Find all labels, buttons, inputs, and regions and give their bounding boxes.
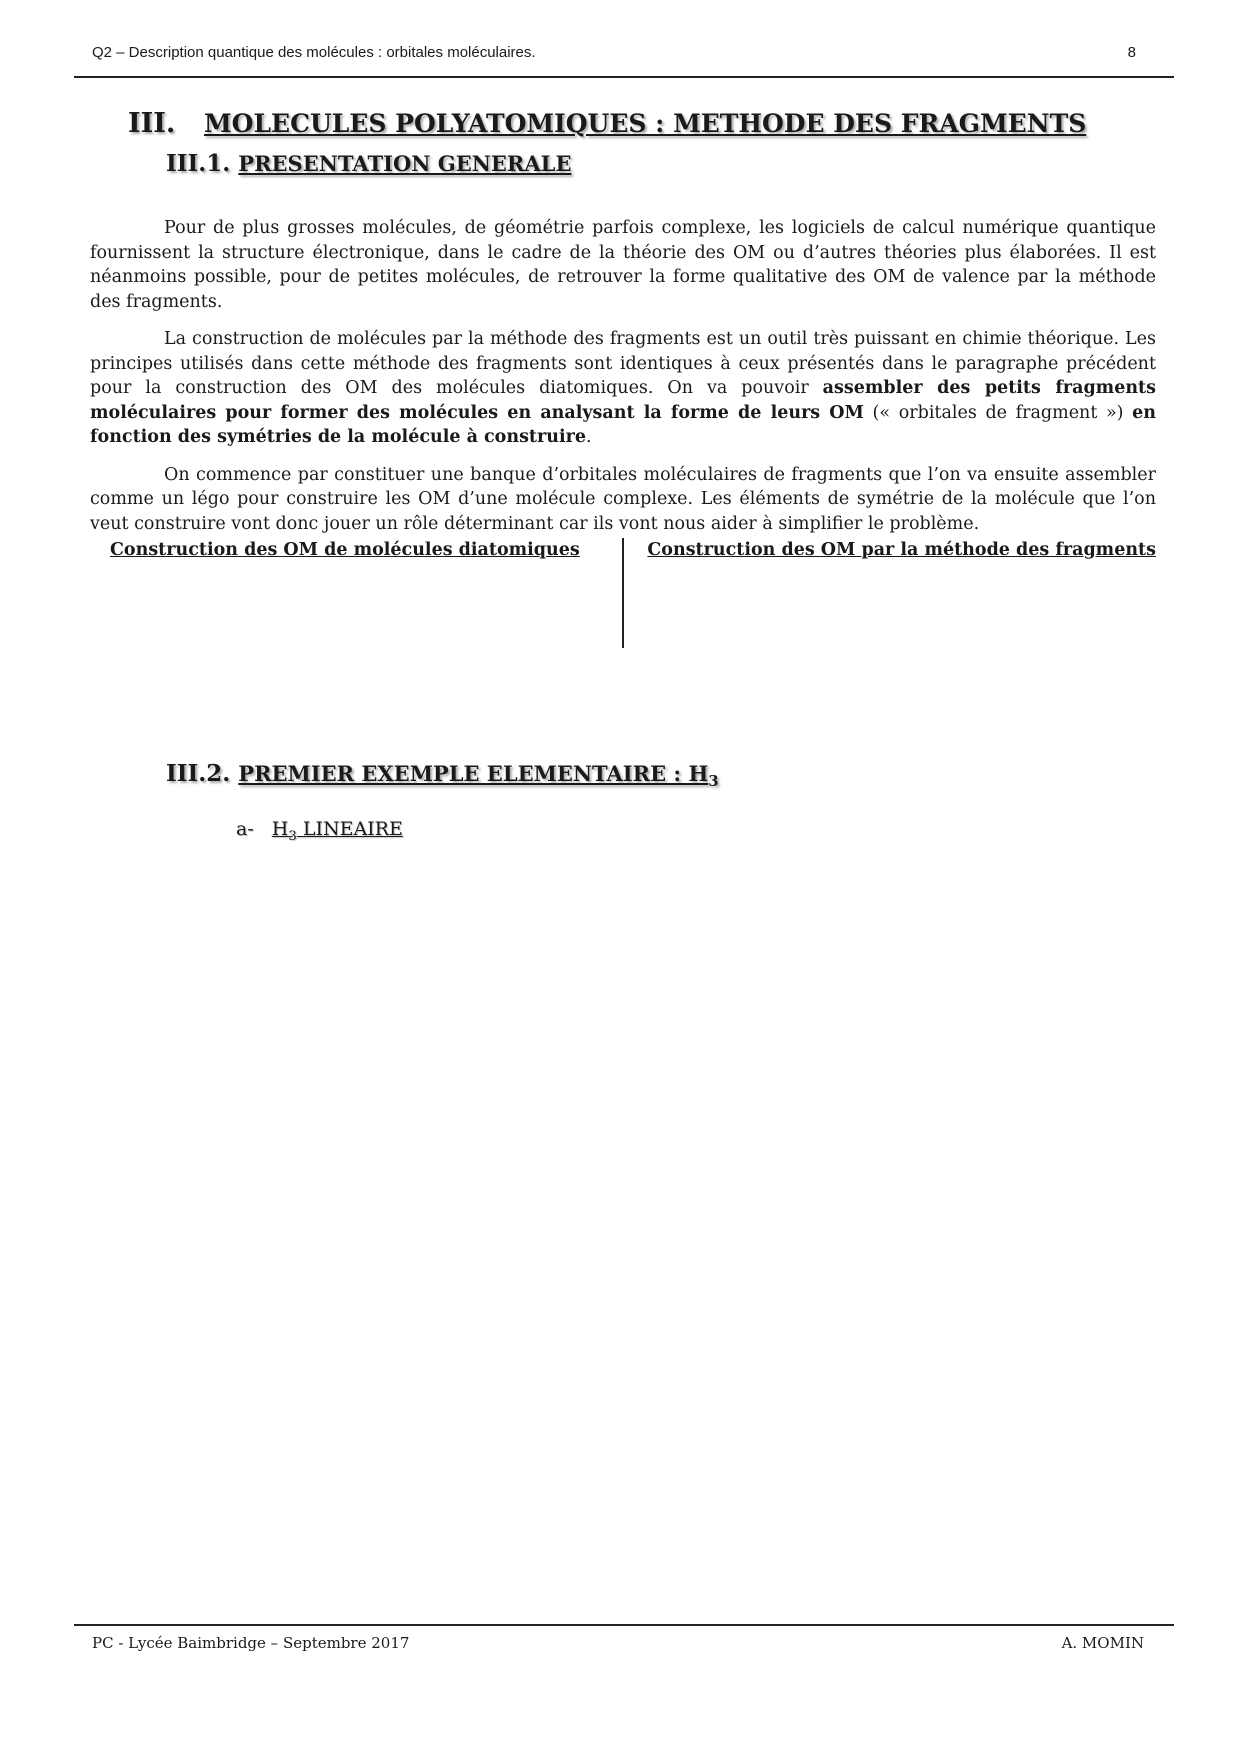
subsection-heading-1 — [166, 150, 571, 177]
right-column-title: Construction des OM par la méthode des fragments — [647, 540, 1156, 560]
subsection-title: PRESENTATION GENERALE — [238, 151, 572, 176]
subsubsection-title-sub: 3 — [288, 828, 297, 844]
paragraph-3: On commence par constituer une banque d’orbitales moléculaires de fragments que l’on va ensuite assembler comme un légo pour construire les OM d’une molécule complexe. Les éléments de symétrie de la molécule que l’on veut construire vont donc jouer un rôle déterminant car ils vont nous aider à simplifier le problème. — [90, 464, 1156, 534]
subsection-number: III.1. — [166, 150, 231, 177]
page-header — [74, 40, 1174, 78]
subsection-number: III.2. — [166, 760, 231, 787]
page-footer — [74, 1624, 1174, 1666]
subsubsection-title-main: H — [271, 818, 289, 840]
section-title: MOLECULES POLYATOMIQUES : METHODE DES FRAGMENTS — [204, 109, 1087, 138]
paragraph-2 — [90, 327, 1156, 450]
subsection-heading-2 — [166, 760, 719, 790]
subsubsection-title-rest: LINEAIRE — [296, 818, 403, 840]
subsubsection-heading — [236, 818, 403, 844]
paragraph-2-text: La construction de molécules par la méthode des fragments est un outil très puissant en chimie théorique. Les principes utilisés dans cette méthode des fragments sont identiques à ceux présentés dans le paragraphe précédent pour la construction des OM des molécules diatomiques. On va pouvoir — [90, 329, 1156, 398]
subsection-title-text: PREMIER EXEMPLE ELEMENTAIRE : H — [238, 761, 709, 786]
section-heading — [128, 108, 1086, 139]
paragraph-2-bold-2: en fonction des symétries de la molécule à construire — [90, 402, 1156, 447]
comparison-columns — [90, 538, 1156, 658]
page-number: 8 — [1127, 44, 1136, 61]
subsubsection-title — [271, 818, 403, 844]
section-number: III. — [128, 108, 176, 139]
body-text — [90, 216, 1156, 549]
column-divider — [622, 538, 624, 648]
footer-right: A. MOMIN — [1061, 1634, 1144, 1652]
footer-left: PC - Lycée Baimbridge – Septembre 2017 — [92, 1634, 410, 1652]
left-column-title: Construction des OM de molécules diatomiques — [110, 540, 580, 560]
header-title: Q2 – Description quantique des molécules : orbitales moléculaires. — [92, 44, 536, 61]
subsubsection-label: a- — [236, 818, 254, 840]
paragraph-1: Pour de plus grosses molécules, de géométrie parfois complexe, les logiciels de calcul numérique quantique fournissent la structure électronique, dans le cadre de la théorie des OM ou d’autres théories plus élaborées. Il est néanmoins possible, pour de petites molécules, de retrouver la forme qualitative des OM de valence par la méthode des fragments. — [90, 218, 1156, 312]
subsection-title — [238, 761, 719, 791]
paragraph-2-text-2: (« orbitales de fragment ») — [863, 402, 1133, 423]
subsection-title-subscript: 3 — [708, 773, 719, 791]
paragraph-2-end: . — [585, 427, 592, 447]
paragraph-2-bold-1: assembler des petits fragments moléculaires pour former des molécules en analysant la forme de leurs OM — [90, 378, 1156, 423]
